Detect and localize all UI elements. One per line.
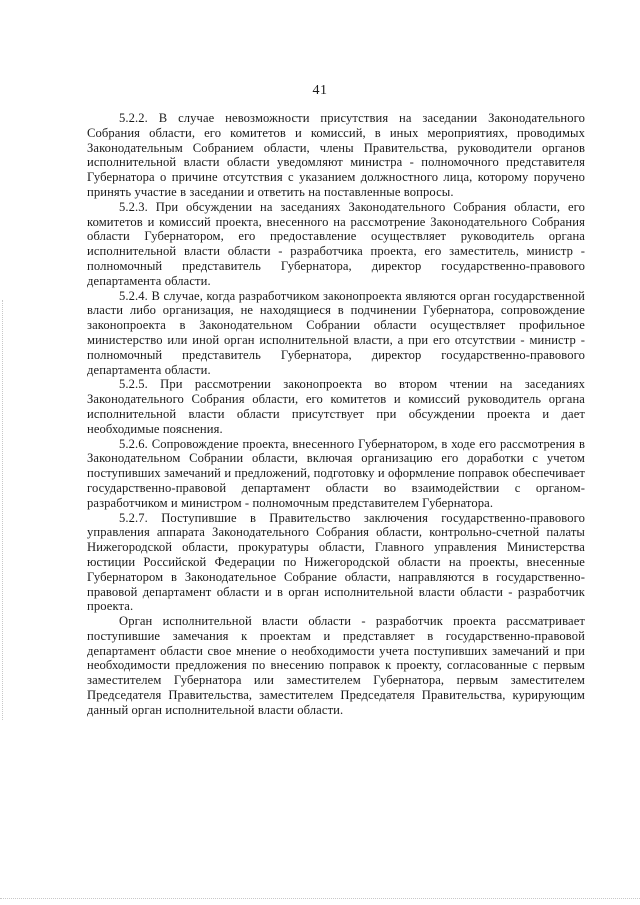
paragraph-5-2-2: 5.2.2. В случае невозможности присутствия на заседании Законодательного Собрания области, его комитетов и комиссий, в иных мероприятиях, проводимых Законодательным Собранием области, члены Правительства, руководители органов исполнительной власти области уведомляют министра - полномочного представителя Губернатора о причине отсутствия с указанием должностного лица, которому поручено принять участие в заседании и ответить на поставленные вопросы. xyxy=(87,111,585,199)
paragraph-5-2-6: 5.2.6. Сопровождение проекта, внесенного Губернатором, в ходе его рассмотрения в Законодательном Собрании области, включая организацию его доработки с учетом поступивших замечаний и предложений, подготовку и оформление поправок обеспечивает государственно-правовой департамент области во взаимодействии с органом-разработчиком и министром - полномочным представителем Губернатора. xyxy=(87,436,585,510)
page-number: 41 xyxy=(312,83,328,98)
paragraph-5-2-3: 5.2.3. При обсуждении на заседаниях Законодательного Собрания области, его комитетов и комиссий проекта, внесенного на рассмотрение Законодательного Собрания области Губернатором, его предоставление осуществляет руководитель органа исполнительной власти области - разработчика проекта, его заместитель, министр - полномочный представитель Губернатора, директор государственно-правового департамента области. xyxy=(87,199,585,288)
paragraph-5-2-7-continued: Орган исполнительной власти области - разработчик проекта рассматривает поступившие замечания к проектам и представляет в государственно-правовой департамент области свое мнение о необходимости учета поступивших замечаний и при необходимости предложения по внесению поправок к проекту, согласованные с первым заместителем Губернатора или заместителем Губернатора, первым заместителем Председателя Правительства, заместителем Председателя Правительства, курирующим данный орган исполнительной власти области. xyxy=(87,614,585,717)
paragraph-5-2-5: 5.2.5. При рассмотрении законопроекта во втором чтении на заседаниях Законодательного Собрания области, его комитетов и комиссий руководитель органа исполнительной власти области присутствует при обсуждении проекта и дает необходимые пояснения. xyxy=(87,377,585,436)
scan-edge-left xyxy=(2,300,4,720)
scan-edge-bottom xyxy=(0,897,640,899)
document-body xyxy=(87,111,585,718)
paragraph-5-2-7: 5.2.7. Поступившие в Правительство заключения государственно-правового управления аппарата Законодательного Собрания области, контрольно-счетной палаты Нижегородской области, прокуратуры области, Главного управления Министерства юстиции Российской Федерации по Нижегородской области на проекты, внесенные Губернатором в Законодательное Собрание области, направляются в государственно-правовой департамент области и в орган исполнительной власти области - разработчик проекта. xyxy=(87,510,585,614)
paragraph-5-2-4: 5.2.4. В случае, когда разработчиком законопроекта являются орган государственной власти либо организация, не находящиеся в подчинении Губернатора, сопровождение законопроекта в Законодательном Собрании области осуществляет профильное министерство или иной орган исполнительной власти, а при его отсутствии - министр - полномочный представитель Губернатора, директор государственно-правового департамента области. xyxy=(87,288,585,377)
